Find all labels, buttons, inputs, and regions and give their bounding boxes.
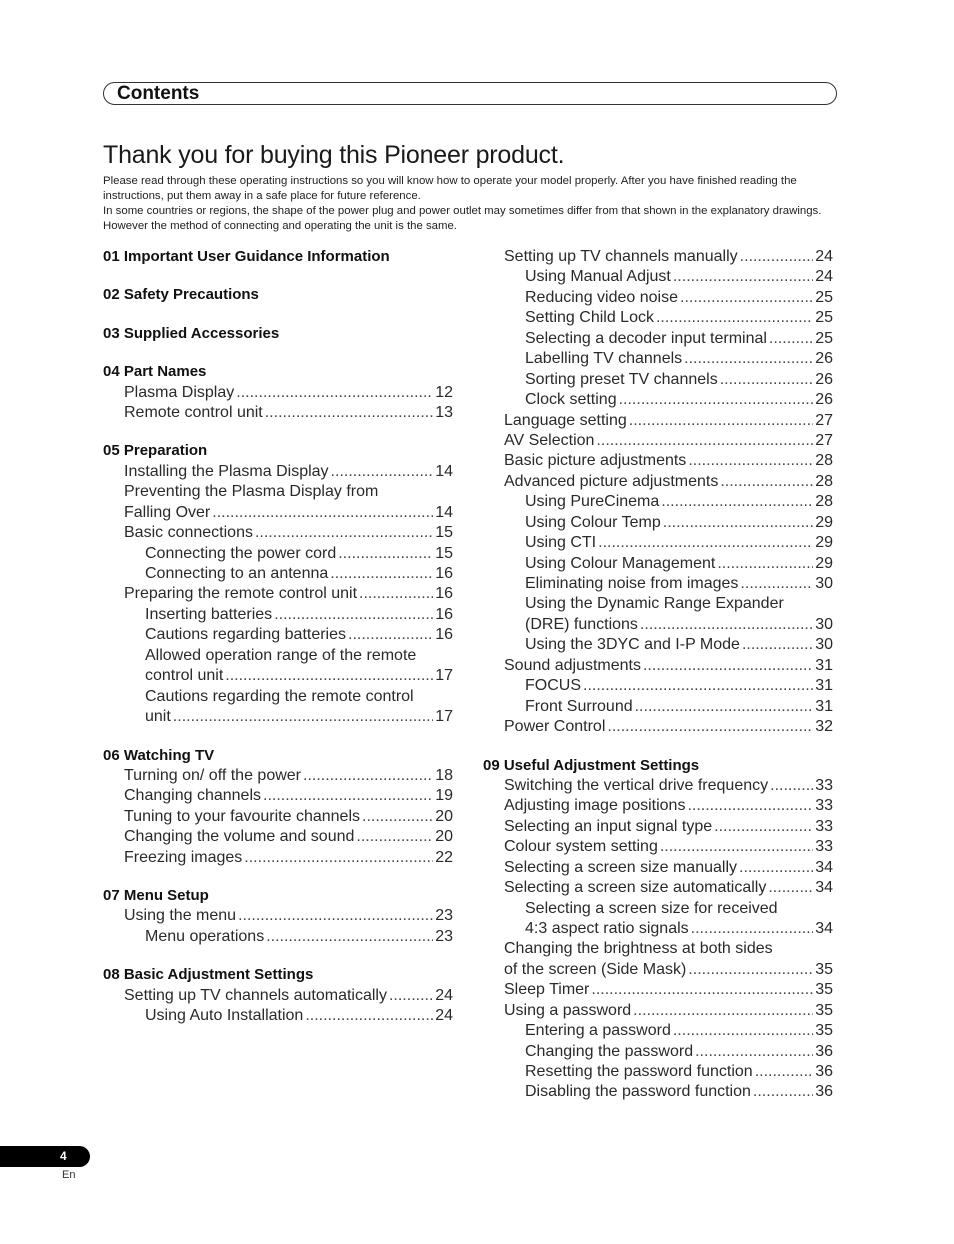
toc-entry[interactable] — [103, 503, 453, 523]
toc-entry-title: Using the 3DYC and I-P Mode — [525, 636, 740, 654]
toc-entry-page: 28 — [815, 452, 833, 470]
toc-entry[interactable] — [483, 411, 833, 431]
toc-entry-title: Connecting the power cord — [145, 544, 337, 562]
toc-entry[interactable] — [103, 766, 453, 786]
toc-section-heading[interactable]: 08 Basic Adjustment Settings — [103, 966, 314, 984]
toc-entry-title: Plasma Display — [124, 383, 235, 401]
toc-entry-page: 24 — [815, 248, 833, 265]
toc-entry[interactable] — [483, 1021, 833, 1041]
toc-entry-title: (DRE) functions — [525, 615, 638, 633]
toc-section-heading[interactable]: 07 Menu Setup — [103, 887, 209, 905]
toc-entry[interactable] — [483, 676, 833, 696]
toc-entry[interactable] — [483, 472, 833, 492]
toc-entry[interactable] — [483, 329, 833, 349]
toc-entry[interactable] — [483, 960, 833, 980]
toc-entry-page: 29 — [815, 513, 833, 531]
toc-entry-title: Basic connections — [124, 524, 253, 542]
toc-entry-page: 29 — [815, 554, 833, 572]
toc-entry-title: unit — [145, 708, 171, 726]
toc-entry[interactable] — [483, 796, 833, 816]
toc-entry-title: Selecting an input signal type — [504, 817, 713, 835]
toc-entry[interactable] — [483, 431, 833, 451]
toc-entry[interactable] — [103, 383, 453, 403]
toc-entry-title: Labelling TV channels — [525, 350, 683, 368]
toc-entry-title: FOCUS — [525, 677, 581, 695]
toc-entry-page: 32 — [815, 718, 833, 736]
toc-entry-title: Falling Over — [124, 503, 211, 521]
toc-entry-page: 24 — [435, 986, 453, 1004]
toc-entry[interactable] — [103, 605, 453, 625]
toc-entry-title: Reducing video noise — [525, 288, 678, 306]
toc-section-heading[interactable]: 06 Watching TV — [103, 746, 215, 764]
toc-section-heading[interactable]: 02 Safety Precautions — [103, 286, 259, 304]
toc-entry[interactable] — [483, 513, 833, 533]
intro-paragraph-1: Please read through these operating instructions so you will know how to operate your model properly. After you have finished reading the instructions, put them away in a safe place for future reference. — [103, 175, 797, 202]
toc-entry[interactable] — [103, 807, 453, 827]
toc-entry[interactable] — [483, 574, 833, 594]
toc-entry[interactable] — [103, 523, 453, 543]
toc-entry-title: Using CTI — [525, 534, 597, 552]
toc-entry-title: Front Surround — [525, 697, 633, 715]
toc-entry-title: Advanced picture adjustments — [504, 472, 719, 490]
toc-entry-title: Entering a password — [525, 1022, 671, 1040]
toc-entry[interactable] — [103, 666, 453, 686]
toc-entry-page: 34 — [815, 858, 833, 876]
toc-entry[interactable] — [103, 986, 453, 1006]
toc-entry-page: 16 — [435, 605, 453, 623]
toc-entry-page: 15 — [435, 544, 453, 562]
toc-entry-page: 30 — [815, 575, 833, 592]
toc-entry[interactable] — [103, 848, 453, 868]
page-title: Thank you for buying this Pioneer product. — [103, 141, 565, 169]
toc-entry[interactable] — [483, 878, 833, 898]
toc-entry-title: Freezing images — [124, 848, 243, 866]
toc-entry-page: 36 — [815, 1063, 833, 1081]
toc-entry-title: Adjusting image positions — [504, 797, 686, 815]
toc-entry-title: AV Selection — [504, 431, 595, 449]
toc-entry[interactable] — [483, 247, 833, 267]
toc-entry-page: 23 — [435, 927, 453, 945]
toc-entry[interactable] — [103, 1006, 453, 1026]
toc-entry-page: 26 — [815, 370, 833, 388]
toc-entry-page: 35 — [815, 1001, 833, 1019]
toc-entry-title: Resetting the password function — [525, 1063, 753, 1081]
toc-entry-page: 26 — [815, 350, 833, 368]
toc-entry-title: Changing the password — [525, 1042, 694, 1060]
toc-entry-title: Selecting a screen size automatically — [504, 879, 767, 897]
toc-entry-page: 23 — [435, 907, 453, 925]
toc-entry[interactable] — [483, 776, 833, 796]
toc-entry-page: 18 — [435, 766, 453, 784]
toc-entry[interactable] — [483, 1062, 833, 1082]
toc-entry-page: 36 — [815, 1083, 833, 1101]
toc-entry-title: Using Colour Temp — [525, 513, 661, 531]
toc-entry-page: 33 — [815, 817, 833, 835]
toc-entry-page: 22 — [435, 848, 453, 866]
language-code: En — [62, 1169, 76, 1181]
toc-entry-page: 12 — [435, 383, 453, 401]
toc-entry[interactable] — [483, 656, 833, 676]
toc-entry-page: 17 — [435, 708, 453, 726]
toc-entry[interactable] — [483, 451, 833, 471]
toc-entry-title: Sorting preset TV channels — [525, 370, 718, 388]
toc-entry-title: Setting up TV channels automatically — [124, 986, 387, 1004]
toc-entry[interactable] — [103, 625, 453, 645]
toc-entry-title: Tuning to your favourite channels — [124, 807, 360, 825]
toc-entry-page: 31 — [815, 656, 833, 674]
toc-entry-line[interactable]: Allowed operation range of the remote — [145, 646, 417, 664]
toc-entry[interactable] — [103, 827, 453, 847]
toc-entry[interactable] — [483, 635, 833, 655]
toc-entry-page: 16 — [435, 585, 453, 603]
toc-entry-page: 36 — [815, 1042, 833, 1060]
toc-entry-page: 29 — [815, 534, 833, 552]
toc-entry-title: Cautions regarding batteries — [145, 626, 347, 644]
toc-entry-title: Disabling the password function — [525, 1083, 751, 1101]
toc-entry-title: Sleep Timer — [504, 981, 590, 999]
toc-entry-page: 28 — [815, 472, 833, 490]
toc-entry-page: 35 — [815, 1022, 833, 1040]
toc-section-heading[interactable]: 04 Part Names — [103, 363, 207, 381]
toc-section-heading[interactable]: 09 Useful Adjustment Settings — [483, 756, 700, 774]
toc-entry-page: 26 — [815, 391, 833, 409]
toc-entry-page: 13 — [435, 404, 453, 421]
toc-entry-title: Connecting to an antenna — [145, 565, 329, 583]
toc-entry-page: 25 — [815, 329, 833, 347]
toc-entry[interactable] — [483, 1001, 833, 1021]
toc-entry-page: 33 — [815, 797, 833, 815]
toc-entry-page: 14 — [435, 503, 453, 521]
toc-entry-title: Switching the vertical drive frequency — [504, 776, 769, 794]
toc-entry-title: Inserting batteries — [145, 605, 273, 623]
toc-entry-page: 15 — [435, 524, 453, 542]
toc-section-heading[interactable]: 03 Supplied Accessories — [103, 324, 280, 342]
toc-entry-line[interactable]: Using the Dynamic Range Expander — [525, 595, 784, 613]
toc-entry-title: Using Manual Adjust — [525, 268, 671, 286]
toc-entry-title: Power Control — [504, 718, 606, 736]
toc-entry[interactable] — [103, 564, 453, 584]
toc-entry[interactable] — [103, 584, 453, 604]
toc-entry[interactable] — [483, 267, 833, 287]
toc-entry[interactable] — [103, 462, 453, 482]
toc-entry-page: 24 — [435, 1007, 453, 1025]
contents-heading: Contents — [117, 83, 200, 104]
toc-entry-page: 24 — [815, 268, 833, 286]
toc-section-heading[interactable]: 01 Important User Guidance Information — [103, 248, 390, 265]
toc-entry-title: control unit — [145, 667, 224, 685]
toc-entry-title: Changing channels — [124, 787, 261, 805]
toc-entry-title: Using the menu — [124, 907, 237, 925]
toc-entry[interactable] — [483, 370, 833, 390]
toc-entry-title: Setting up TV channels manually — [504, 248, 738, 265]
toc-entry[interactable] — [483, 308, 833, 328]
toc-entry-title: Remote control unit — [124, 404, 263, 421]
toc-entry-line[interactable]: Cautions regarding the remote control — [145, 687, 414, 705]
toc-entry[interactable] — [483, 1082, 833, 1102]
toc-entry[interactable] — [483, 717, 833, 737]
toc-entry[interactable] — [483, 980, 833, 1000]
toc-entry[interactable] — [103, 906, 453, 926]
toc-entry[interactable] — [483, 1042, 833, 1062]
toc-entry[interactable] — [483, 837, 833, 857]
toc-entry-page: 14 — [435, 462, 453, 480]
toc-entry-page: 20 — [435, 807, 453, 825]
toc-entry-title: Selecting a decoder input terminal — [525, 329, 767, 347]
intro-text — [103, 174, 833, 234]
toc-entry-line[interactable]: Selecting a screen size for received — [525, 899, 778, 917]
toc-entry-title: Language setting — [504, 411, 627, 429]
toc-entry[interactable] — [483, 349, 833, 369]
toc-entry[interactable] — [103, 927, 453, 947]
toc-entry-page: 30 — [815, 636, 833, 654]
toc-entry-page: 16 — [435, 565, 453, 583]
toc-entry[interactable] — [483, 492, 833, 512]
toc-entry-title: Using Colour Management — [525, 554, 716, 572]
toc-entry-title: Colour system setting — [504, 838, 658, 856]
toc-entry-page: 27 — [815, 411, 833, 429]
toc-entry-title: Basic picture adjustments — [504, 452, 687, 470]
toc-entry-page: 17 — [435, 667, 453, 685]
toc-entry-page: 31 — [815, 677, 833, 695]
toc-entry-page: 35 — [815, 981, 833, 999]
toc-entry[interactable] — [483, 858, 833, 878]
toc-entry[interactable] — [483, 817, 833, 837]
toc-right-column — [483, 247, 833, 1103]
toc-entry-title: Selecting a screen size manually — [504, 858, 738, 876]
toc-entry-title: Menu operations — [145, 927, 265, 945]
toc-entry[interactable] — [103, 403, 453, 423]
toc-entry-page: 35 — [815, 960, 833, 978]
toc-entry-title: Preparing the remote control unit — [124, 585, 358, 603]
toc-entry[interactable] — [103, 707, 453, 727]
page-number: 4 — [60, 1149, 67, 1163]
toc-section-heading[interactable]: 05 Preparation — [103, 442, 208, 460]
toc-entry-title: Using PureCinema — [525, 493, 660, 511]
toc-entry-page: 25 — [815, 309, 833, 327]
toc-entry-title: Setting Child Lock — [525, 309, 654, 327]
toc-entry-page: 33 — [815, 776, 833, 794]
toc-entry-title: of the screen (Side Mask) — [504, 960, 687, 978]
toc-entry[interactable] — [483, 615, 833, 635]
toc-entry[interactable] — [483, 390, 833, 410]
toc-entry-title: Changing the volume and sound — [124, 828, 355, 846]
toc-entry-page: 19 — [435, 787, 453, 805]
intro-paragraph-2: In some countries or regions, the shape of the power plug and power outlet may sometimes differ from that shown in the explanatory drawings. However the method of connecting and operating the unit is the same. — [103, 205, 822, 232]
toc-entry-line[interactable]: Preventing the Plasma Display from — [124, 483, 379, 501]
toc-entry[interactable] — [103, 786, 453, 806]
toc-entry-page: 20 — [435, 828, 453, 846]
toc-entry-page: 31 — [815, 697, 833, 715]
contents-header-bar — [103, 82, 837, 105]
toc-entry-title: Using Auto Installation — [145, 1007, 304, 1025]
toc-entry[interactable] — [103, 544, 453, 564]
toc-entry[interactable] — [483, 288, 833, 308]
toc-entry-page: 34 — [815, 919, 833, 937]
toc-entry-title: Installing the Plasma Display — [124, 462, 329, 480]
toc-entry-page: 16 — [435, 626, 453, 644]
toc-entry[interactable] — [483, 533, 833, 553]
toc-entry-title: Sound adjustments — [504, 656, 641, 674]
toc-entry-page: 33 — [815, 838, 833, 856]
toc-entry-title: Eliminating noise from images — [525, 575, 739, 592]
toc-entry-title: Using a password — [504, 1001, 632, 1019]
toc-entry-title: Turning on/ off the power — [124, 766, 301, 784]
toc-left-column — [103, 247, 453, 1027]
toc-entry-page: 25 — [815, 288, 833, 306]
toc-entry[interactable] — [483, 919, 833, 939]
toc-entry[interactable] — [483, 554, 833, 574]
toc-entry[interactable] — [483, 697, 833, 717]
toc-entry-page: 34 — [815, 879, 833, 897]
toc-entry-title: Clock setting — [525, 391, 617, 409]
toc-entry-line[interactable]: Changing the brightness at both sides — [504, 940, 773, 958]
toc-entry-page: 30 — [815, 615, 833, 633]
toc-entry-page: 28 — [815, 493, 833, 511]
page-number-tab — [0, 1146, 90, 1167]
toc-entry-page: 27 — [815, 431, 833, 449]
toc-entry-title: 4:3 aspect ratio signals — [525, 919, 689, 937]
